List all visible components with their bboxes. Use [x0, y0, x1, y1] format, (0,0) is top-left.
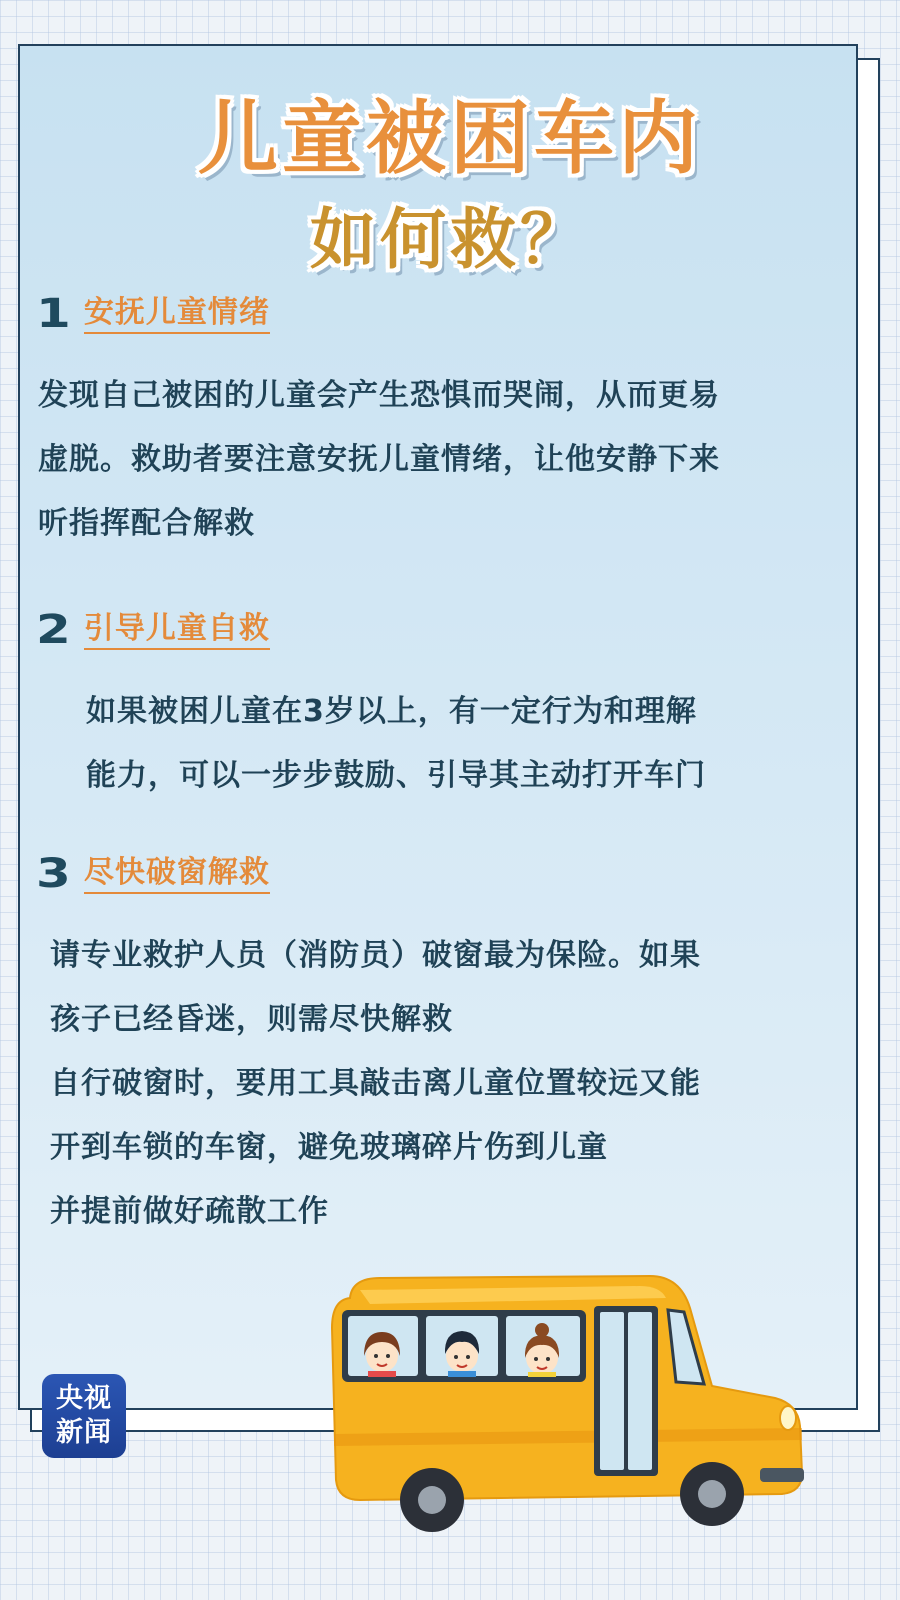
section-3-line: 开到车锁的车窗，避免玻璃碎片伤到儿童 — [50, 1130, 608, 1165]
section-3-body — [50, 924, 701, 1244]
section-1-number: 1 — [36, 291, 71, 337]
section-1-line: 虚脱。救助者要注意安抚儿童情绪，让他安静下来 — [38, 442, 720, 477]
section-1-header — [36, 291, 270, 337]
section-3-header — [36, 851, 270, 897]
section-3-line: 并提前做好疏散工作 — [50, 1194, 329, 1229]
section-1-line: 听指挥配合解救 — [38, 506, 255, 541]
section-2-line: 如果被困儿童在3岁以上，有一定行为和理解 — [86, 694, 697, 729]
section-3-title: 尽快破窗解救 — [84, 856, 270, 894]
section-2-header — [36, 607, 270, 653]
logo-line-1: 央视 — [56, 1383, 112, 1414]
section-3-line: 请专业救护人员（消防员）破窗最为保险。如果 — [50, 938, 701, 973]
bus-bumper — [760, 1468, 804, 1482]
page-title: 儿童被困车内 — [198, 92, 702, 185]
bus-wheel-rear — [400, 1468, 464, 1532]
school-bus-illustration — [320, 1268, 820, 1538]
section-3-line: 自行破窗时，要用工具敲击离儿童位置较远又能 — [50, 1066, 701, 1101]
page-subtitle: 如何救？ — [310, 201, 590, 278]
section-3-line: 孩子已经昏迷，则需尽快解救 — [50, 1002, 453, 1037]
section-2-number: 2 — [36, 607, 71, 653]
bus-wheel-front — [680, 1462, 744, 1526]
section-2-title: 引导儿童自救 — [84, 612, 270, 650]
cctv-news-logo — [42, 1374, 126, 1458]
section-1-line: 发现自己被困的儿童会产生恐惧而哭闹，从而更易 — [38, 378, 720, 413]
bus-body — [332, 1276, 802, 1500]
section-1-title: 安抚儿童情绪 — [84, 296, 270, 334]
section-3-number: 3 — [36, 851, 71, 897]
logo-line-2: 新闻 — [56, 1417, 112, 1448]
section-1-body — [38, 364, 720, 556]
section-2-body — [86, 680, 706, 808]
section-2-line: 能力，可以一步步鼓励、引导其主动打开车门 — [86, 758, 706, 793]
bus-headlight — [780, 1406, 796, 1430]
